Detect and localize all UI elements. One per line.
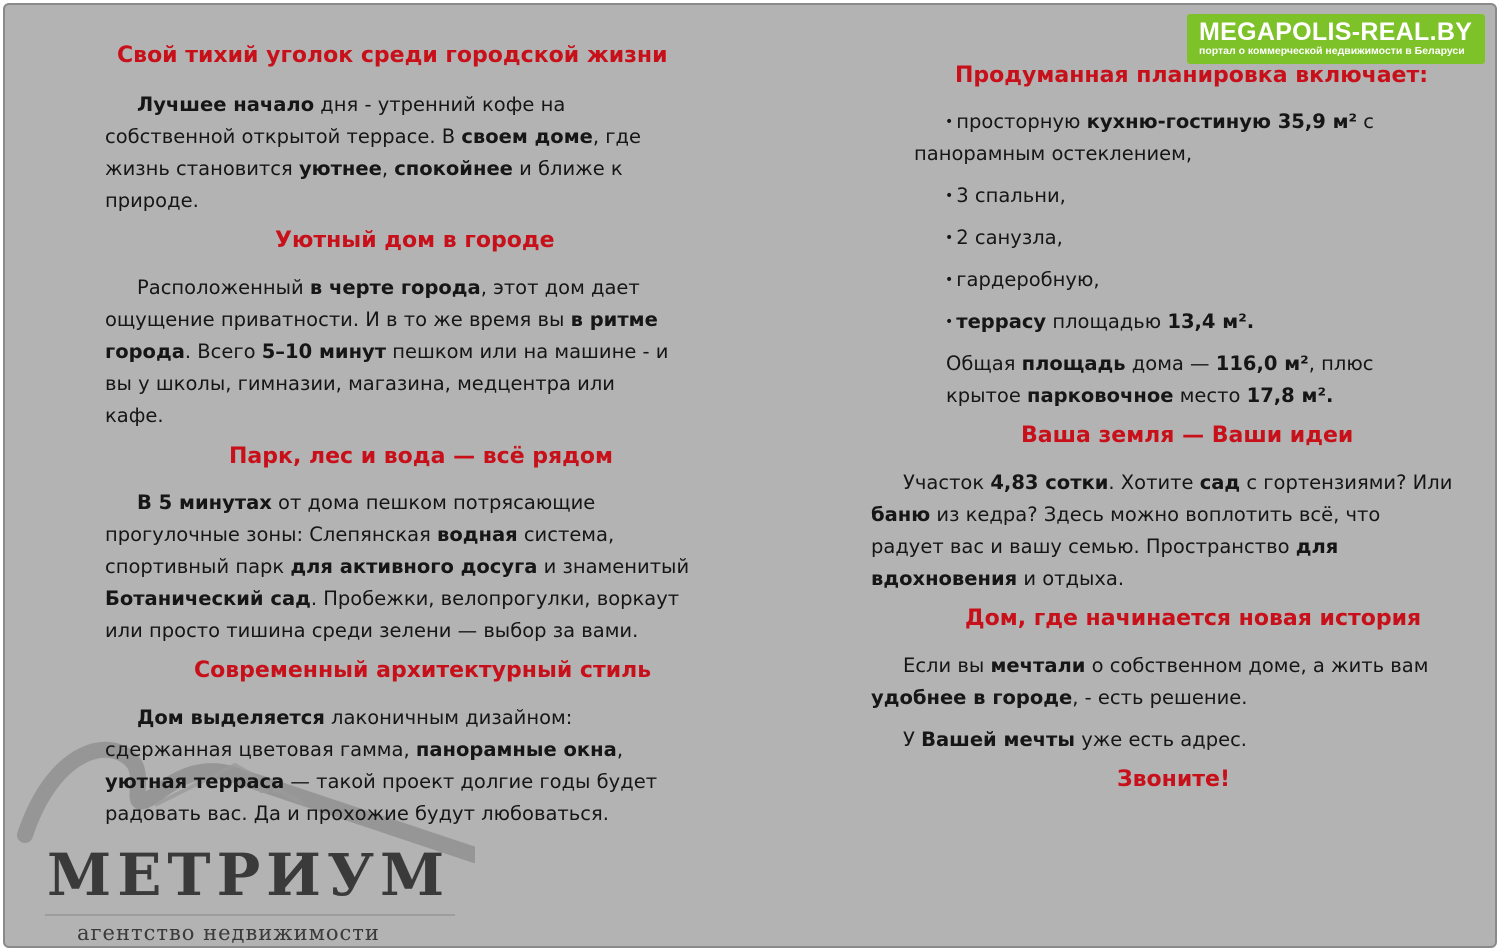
heading-your-land: Ваша земля — Ваши идеи — [1021, 423, 1354, 448]
paragraph-line: собственной открытой террасе. В своем доме, где — [105, 125, 641, 148]
paragraph-line: города. Всего 5–10 минут пешком или на машине - и — [105, 340, 669, 363]
paragraph-line: вы у школы, гимназии, магазина, медцентра или — [105, 372, 615, 395]
heading-layout: Продуманная планировка включает: — [955, 63, 1429, 88]
badge-title: MEGAPOLIS-REAL.BY — [1199, 18, 1473, 46]
bullet-item: • гардеробную, — [945, 268, 1100, 291]
flyer-page — [3, 3, 1497, 948]
megapolis-badge[interactable] — [1187, 14, 1485, 64]
paragraph-line: кафе. — [105, 404, 164, 427]
metrium-tagline: агентство недвижимости — [77, 921, 380, 945]
paragraph-line: Лучшее начало дня - утренний кофе на — [137, 93, 566, 116]
paragraph-line: спортивный парк для активного досуга и знаменитый — [105, 555, 690, 578]
heading-modern-style: Современный архитектурный стиль — [194, 658, 652, 683]
heading-quiet-corner: Свой тихий уголок среди городской жизни — [117, 43, 668, 68]
paragraph-line: панорамным остеклением, — [914, 142, 1193, 165]
paragraph-line: жизнь становится уютнее, спокойнее и ближе к — [105, 157, 623, 180]
paragraph-line: крытое парковочное место 17,8 м². — [946, 384, 1334, 407]
paragraph-line: Расположенный в черте города, этот дом дает — [137, 276, 640, 299]
paragraph-line: радует вас и вашу семью. Пространство для — [871, 535, 1339, 558]
paragraph-line: природе. — [105, 189, 199, 212]
bullet-item: • террасу площадью 13,4 м². — [945, 310, 1255, 333]
bullet-item: • 3 спальни, — [945, 184, 1066, 207]
heading-new-story: Дом, где начинается новая история — [965, 606, 1422, 631]
heading-park-forest: Парк, лес и вода — всё рядом — [229, 444, 614, 469]
paragraph-line: баню из кедра? Здесь можно воплотить всё, что — [871, 503, 1381, 526]
metrium-wordmark: МЕТРИУМ — [47, 841, 451, 909]
bullet-item: • просторную кухню-гостиную 35,9 м² с — [945, 110, 1375, 133]
call-to-action: Звоните! — [1117, 767, 1230, 792]
paragraph-line: вдохновения и отдыха. — [871, 567, 1125, 590]
paragraph-line: Если вы мечтали о собственном доме, а жить вам — [903, 654, 1429, 677]
paragraph-line: Участок 4,83 сотки. Хотите сад с гортензиями? Или — [903, 471, 1453, 494]
paragraph-line: В 5 минутах от дома пешком потрясающие — [137, 491, 596, 514]
bullet-item: • 2 санузла, — [945, 226, 1063, 249]
paragraph-line: удобнее в городе, - есть решение. — [871, 686, 1248, 709]
paragraph-line: уютная терраса — такой проект долгие годы будет — [105, 770, 658, 793]
paragraph-line: Общая площадь дома — 116,0 м², плюс — [946, 352, 1374, 375]
paragraph-line: радовать вас. Да и прохожие будут любоваться. — [105, 802, 609, 825]
paragraph-line: Дом выделяется лаконичным дизайном: — [137, 706, 573, 729]
paragraph-line: сдержанная цветовая гамма, панорамные окна, — [105, 738, 624, 761]
paragraph-line: ощущение приватности. И в то же время вы в ритме — [105, 308, 658, 331]
paragraph-line: или просто тишина среди зелени — выбор за вами. — [105, 619, 639, 642]
paragraph-line: У Вашей мечты уже есть адрес. — [903, 728, 1247, 751]
paragraph-line: Ботанический сад. Пробежки, велопрогулки, воркаут — [105, 587, 680, 610]
paragraph-line: прогулочные зоны: Слепянская водная система, — [105, 523, 615, 546]
badge-subtitle: портал о коммерческой недвижимости в Беларуси — [1199, 45, 1465, 57]
heading-cozy-house: Уютный дом в городе — [275, 228, 555, 253]
